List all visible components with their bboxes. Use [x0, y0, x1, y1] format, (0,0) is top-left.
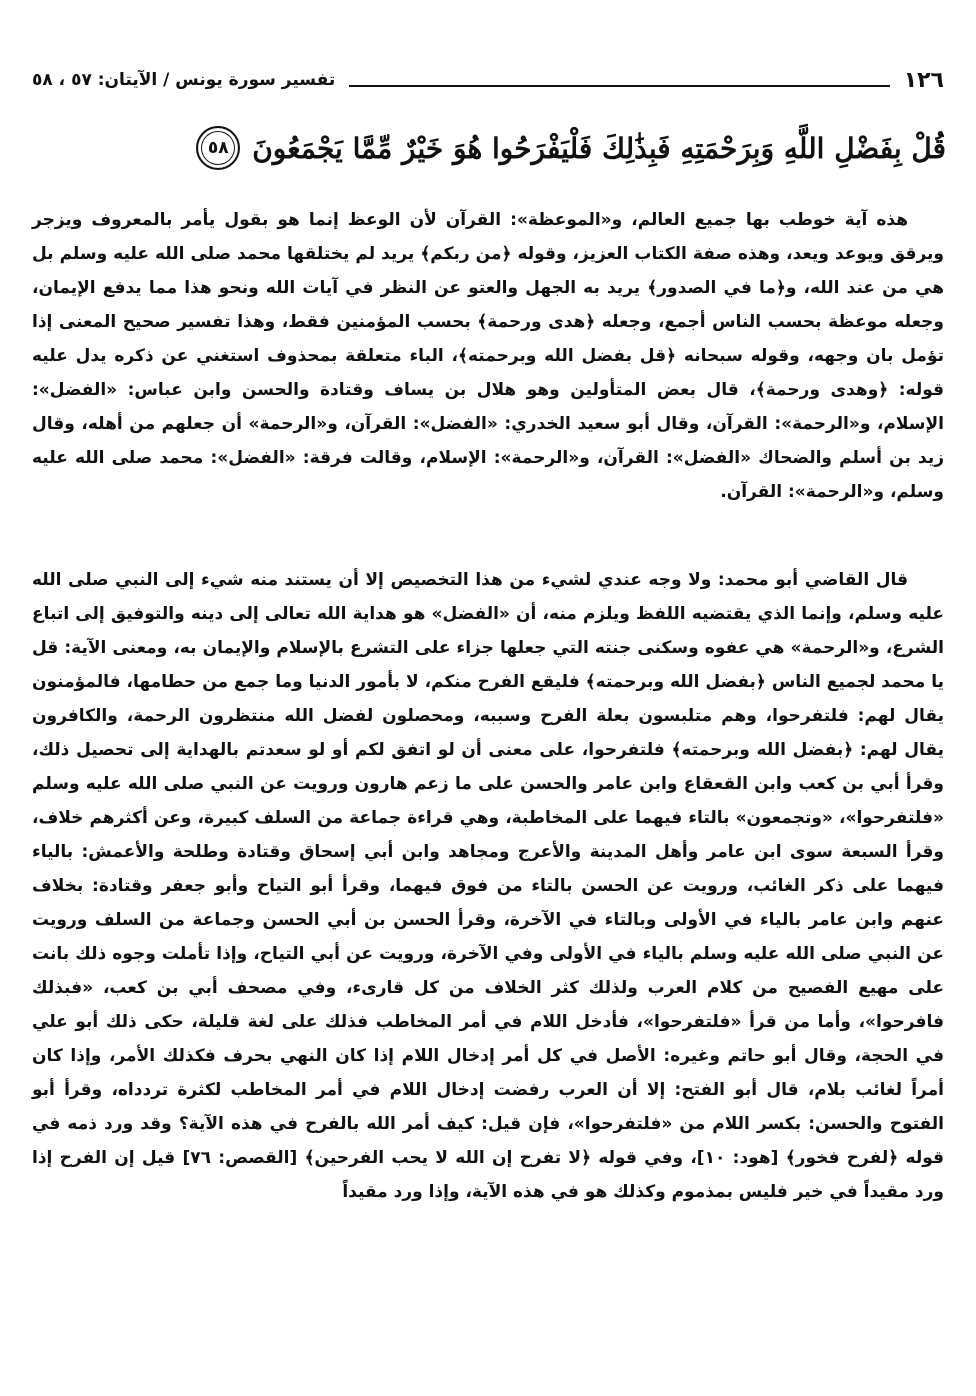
header-rule: [349, 85, 889, 87]
verse-number: ٥٨: [207, 138, 229, 158]
commentary-paragraph-1: [32, 203, 944, 509]
running-title: تفسير سورة يونس / الآيتان: ٥٧ ، ٥٨: [32, 70, 336, 90]
paragraph-text: قال القاضي أبو محمد: ولا وجه عندي لشيء من هذا التخصيص إلا أن يستند منه شيء إلى النبي صلى الله عليه وسلم، وإنما الذي يقتضيه اللفظ ويلزم منه، أن «الفضل» هو هداية الله تعالى إلى دينه والتوفيق إلى اتباع الشرع، و«الرحمة» هي عفوه وسكنى جنته التي جعلها جزاء على التشرع بالإسلام والإيمان به، ومعنى الآية: قل يا محمد لجميع الناس ﴿بفضل الله وبرحمته﴾ فليقع الفرح منكم، لا بأمور الدنيا وما جمع من حطامها، فالمؤمنون يقال لهم: فلتفرحوا، وهم متلبسون بعلة الفرح وسببه، ومحصلون لفضل الله منتظرون الرحمة، والكافرون يقال لهم: ﴿بفضل الله وبرحمته﴾ فلتفرحوا، على معنى أن لو اتفق لكم أو لو سعدتم بالهداية إلى تحصيل ذلك، وقرأ أبي بن كعب وابن القعقاع وابن عامر والحسن على ما زعم هارون ورويت عن النبي صلى الله عليه وسلم «فلتفرحوا»، «وتجمعون» بالتاء فيهما على المخاطبة، وهي قراءة جماعة من السلف كبيرة، وعن أكثرهم خلاف، وقرأ السبعة سوى ابن عامر وأهل المدينة والأعرج ومجاهد وابن أبي إسحاق وقتادة وطلحة والأعمش: بالياء فيهما على ذكر الغائب، ورويت عن الحسن بالتاء من فوق فيهما، وقرأ أبو التياح وأبو جعفر وقتادة: بخلاف عنهم وابن عامر بالياء في الأولى وبالتاء في الآخرة، وقرأ الحسن بن أبي الحسن وجماعة من السلف ورويت عن النبي صلى الله عليه وسلم بالياء في الأولى وفي الآخرة، ورويت عن أبي التياح، وإذا تأملت وجوه ذلك بانت على مهيع الفصيح من كلام العرب ولذلك كثر الخلاف من كل قارىء، وفي مصحف أبي بن كعب، «فبذلك فافرحوا»، وأما من قرأ «فلتفرحوا»، فأدخل اللام في أمر المخاطب فذلك على لغة قليلة، حكى ذلك أبو علي في الحجة، وقال أبو حاتم وغيره: الأصل في كل أمر إدخال اللام إذا كان النهي بحرف فكذلك الأمر، وإذا كان أمراً لغائب بلام، قال أبو الفتح: إلا أن العرب رفضت إدخال اللام في أمر المخاطب لكثرة تردداه، وقرأ أبو الفتوح والحسن: بكسر اللام من «فلتفرحوا»، فإن قيل: كيف أمر الله بالفرح في هذه الآية؟ وقد ورد ذمه في قوله ﴿لفرح فخور﴾ [هود: ١٠]، وفي قوله ﴿لا تفرح إن الله لا يحب الفرحين﴾ [القصص: ٧٦] قيل إن الفرح إذا ورد مقيداً في خير فليس بمذموم وكذلك هو في هذه الآية، وإذا ورد مقيداً: [32, 570, 944, 1202]
commentary-paragraph-2: [32, 563, 944, 1209]
running-header: [32, 62, 944, 98]
verse-number-ornament: [196, 126, 240, 170]
paragraph-text: هذه آية خوطب بها جميع العالم، و«الموعظة»: القرآن لأن الوعظ إنما هو بقول يأمر بالمعروف ويزجر ويرقق ويوعد ويعد، وهذه صفة الكتاب العزيز، وقوله ﴿من ربكم﴾ يريد لم يختلقها محمد صلى الله عليه وسلم بل هي من عند الله، و﴿ما في الصدور﴾ يريد به الجهل والعتو عن النظر في آيات الله ونحو هذا مما يدفع الإيمان، وجعله موعظة بحسب الناس أجمع، وجعله ﴿هدى ورحمة﴾ بحسب المؤمنين فقط، وهذا تفسير صحيح المعنى إذا تؤمل بان وجهه، وقوله سبحانه ﴿قل بفضل الله وبرحمته﴾، الباء متعلقة بمحذوف استغني عن ذكره يدل عليه قوله: ﴿وهدى ورحمة﴾، قال بعض المتأولين وهو هلال بن يساف وقتادة والحسن وابن عباس: «الفضل»: الإسلام، و«الرحمة»: القرآن، وقال أبو سعيد الخدري: «الفضل»: القرآن، و«الرحمة» أن جعلهم من أهله، وقال زيد بن أسلم والضحاك «الفضل»: القرآن، و«الرحمة»: الإسلام، وقالت فرقة: «الفضل»: محمد صلى الله عليه وسلم، و«الرحمة»: القرآن.: [32, 210, 944, 502]
quran-verse: [36, 118, 946, 178]
verse-text: قُلْ بِفَضْلِ اللَّهِ وَبِرَحْمَتِهِ فَبِذَٰلِكَ فَلْيَفْرَحُوا هُوَ خَيْرٌ مِّمَّا يَجْمَعُونَ: [252, 131, 946, 165]
page-number: ١٢٦: [903, 67, 944, 93]
